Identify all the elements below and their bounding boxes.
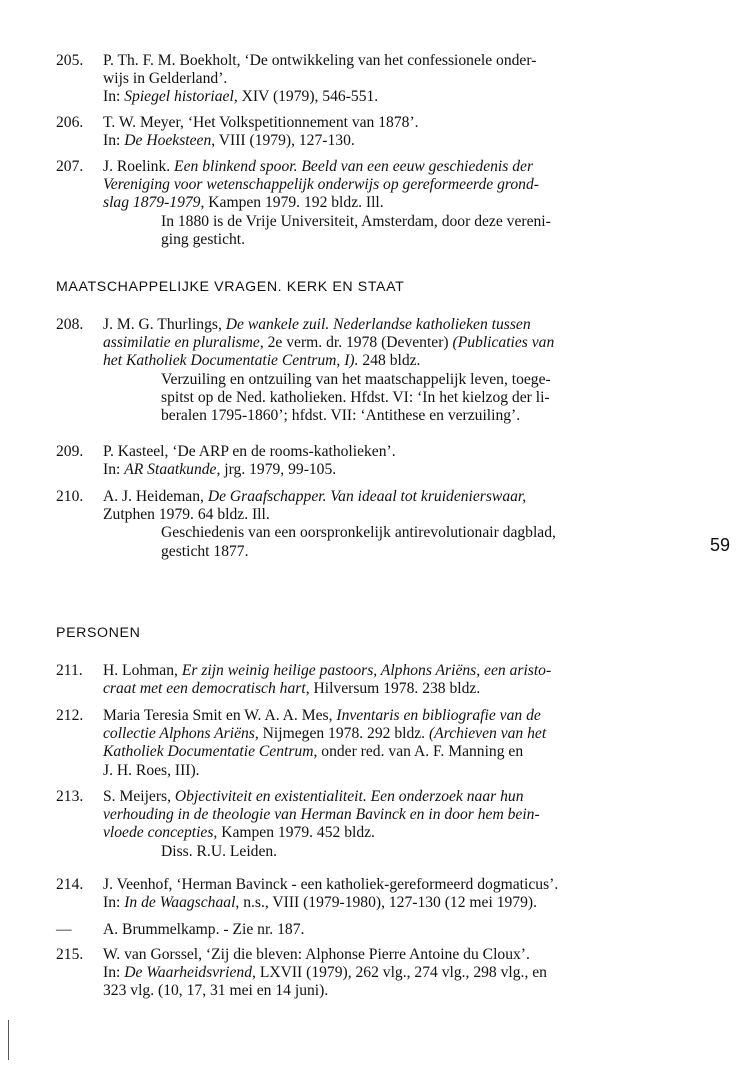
entry-207 xyxy=(56,158,656,249)
book-title: vloede concepties xyxy=(103,824,214,842)
author: A. J. Heideman, xyxy=(103,488,208,505)
source-line xyxy=(103,894,656,912)
entry-206 xyxy=(56,114,656,150)
citation-line xyxy=(103,680,656,698)
entry-number: 214. xyxy=(56,876,84,893)
page-count: 248 bldz. xyxy=(358,352,421,370)
volume-pages: , n.s., VIII (1979-1980), 127-130 (12 mei 1979). xyxy=(235,894,537,912)
author: J. Roelink. xyxy=(103,158,175,175)
citation-line: W. van Gorssel, ‘Zij die bleven: Alphonse Pierre Antoine du Cloux’. xyxy=(103,946,530,963)
entry-208 xyxy=(56,316,656,425)
cross-reference-line: A. Brummelkamp. - Zie nr. 187. xyxy=(103,921,305,938)
entry-211 xyxy=(56,662,656,698)
book-title: verhouding in de theologie van Herman Bavinck en in door hem bein- xyxy=(103,806,540,824)
series-title: Katholiek Documentatie Centrum xyxy=(103,743,314,761)
publication-info: , Kampen 1979. 452 bldz. xyxy=(213,824,375,842)
book-title: slag 1879-1979 xyxy=(103,194,201,212)
source-line xyxy=(103,88,656,106)
entry-209 xyxy=(56,443,656,479)
entry-number: 209. xyxy=(56,443,84,460)
annotation-line: Diss. R.U. Leiden. xyxy=(161,842,278,860)
in-label: In: xyxy=(103,894,125,912)
volume-pages: , VIII (1979), 127-130. xyxy=(211,132,355,150)
publication-info: , Nijmegen 1978. 292 bldz. xyxy=(254,725,429,743)
section-heading-personen: PERSONEN xyxy=(56,625,141,641)
citation-line: wijs in Gelderland’. xyxy=(103,70,228,88)
entry-205 xyxy=(56,52,656,107)
journal-title: AR Staatkunde xyxy=(124,461,217,479)
entry-cross-reference xyxy=(56,921,656,939)
entry-number: 208. xyxy=(56,316,84,333)
book-title: De wankele zuil. Nederlandse katholieken tussen xyxy=(225,316,531,333)
citation-line: Zutphen 1979. 64 bldz. Ill. xyxy=(103,506,270,524)
volume-pages: , LXVII (1979), 262 vlg., 274 vlg., 298 vlg., en xyxy=(252,964,547,982)
in-label: In: xyxy=(103,132,125,150)
citation-line xyxy=(103,806,656,824)
entry-number: 207. xyxy=(56,158,84,175)
in-label: In: xyxy=(103,964,125,982)
author: J. M. G. Thurlings, xyxy=(103,316,226,333)
citation-line: P. Kasteel, ‘De ARP en de rooms-katholieken’. xyxy=(103,443,396,460)
citation-line: J. H. Roes, III). xyxy=(103,761,200,779)
annotation xyxy=(161,843,656,861)
page-number: 59 xyxy=(710,535,731,555)
book-title: collectie Alphons Ariëns xyxy=(103,725,255,743)
journal-title: De Waarheidsvriend xyxy=(124,964,253,982)
citation-line xyxy=(103,194,656,212)
book-title: Er zijn weinig heilige pastoors, Alphons Ariëns, een aristo- xyxy=(181,662,552,679)
book-title: craat met een democratisch hart xyxy=(103,680,306,698)
citation-line: 323 vlg. (10, 17, 31 mei en 14 juni). xyxy=(103,982,329,1000)
entry-number: 215. xyxy=(56,946,84,963)
entry-number: 211. xyxy=(56,662,83,679)
citation-line: T. W. Meyer, ‘Het Volkspetitionnement van 1878’. xyxy=(103,114,419,131)
annotation-line: ging gesticht. xyxy=(161,230,246,248)
entry-number: 205. xyxy=(56,52,84,69)
author: Maria Teresia Smit en W. A. A. Mes, xyxy=(103,707,337,724)
entry-dash: — xyxy=(56,921,72,938)
book-title: De Graafschapper. Van ideaal tot kruidenierswaar, xyxy=(207,488,527,505)
citation-line xyxy=(103,725,656,743)
author: S. Meijers, xyxy=(103,788,175,805)
annotation-line: Geschiedenis van een oorspronkelijk antirevolutionair dagblad, xyxy=(161,524,556,542)
entry-number: 213. xyxy=(56,788,84,805)
volume-pages: , jrg. 1979, 99-105. xyxy=(216,461,337,479)
journal-title: De Hoeksteen xyxy=(124,132,212,150)
entry-213 xyxy=(56,788,656,861)
citation-line xyxy=(103,334,656,352)
author: H. Lohman, xyxy=(103,662,182,679)
annotation xyxy=(161,524,656,560)
citation-line xyxy=(103,707,656,725)
source-line xyxy=(103,461,656,479)
citation-line xyxy=(103,662,656,680)
citation-line: P. Th. F. M. Boekholt, ‘De ontwikkeling van het confessionele onder- xyxy=(103,52,537,69)
publication-info: , Hilversum 1978. 238 bldz. xyxy=(305,680,481,698)
citation-line xyxy=(103,158,656,176)
in-label: In: xyxy=(103,461,125,479)
series-title: (Publicaties van xyxy=(452,334,555,352)
entry-215 xyxy=(56,946,656,1001)
annotation-line: spitst op de Ned. katholieken. Hfdst. VI: ‘In het kielzog der li- xyxy=(161,388,550,406)
book-title: Een blinkend spoor. Beeld van een eeuw geschiedenis der xyxy=(174,158,534,175)
citation-line xyxy=(103,788,656,806)
scan-margin-line xyxy=(8,1020,9,1060)
entry-number: 212. xyxy=(56,707,84,724)
entry-214 xyxy=(56,876,656,912)
in-label: In: xyxy=(103,88,125,106)
citation-line: J. Veenhof, ‘Herman Bavinck - een katholiek-gereformeerd dogmaticus’. xyxy=(103,876,559,893)
citation-line xyxy=(103,316,656,334)
journal-title: Spiegel historiael xyxy=(124,88,234,106)
journal-title: In de Waagschaal xyxy=(124,894,236,912)
entry-212 xyxy=(56,707,656,780)
volume-pages: , XIV (1979), 546-551. xyxy=(233,88,379,106)
series-title: (Archieven van het xyxy=(428,725,547,743)
series-title: het Katholiek Documentatie Centrum, I). xyxy=(103,352,359,370)
citation-line xyxy=(103,352,656,370)
annotation-line: beralen 1795-1860’; hfdst. VII: ‘Antithese en verzuiling’. xyxy=(161,407,521,425)
annotation xyxy=(161,371,656,426)
book-title: assimilatie en pluralisme xyxy=(103,334,260,352)
section-heading-kerk-en-staat: MAATSCHAPPELIJKE VRAGEN. KERK EN STAAT xyxy=(56,279,405,295)
source-line xyxy=(103,132,656,150)
citation-line xyxy=(103,488,656,506)
source-line xyxy=(103,964,656,982)
edition-info: , 2e verm. dr. 1978 (Deventer) xyxy=(259,334,453,352)
book-title: Inventaris en bibliografie van de xyxy=(336,707,541,724)
editors: , onder red. van A. F. Manning en xyxy=(313,743,524,761)
entry-number: 206. xyxy=(56,114,84,131)
annotation-line: gesticht 1877. xyxy=(161,542,249,560)
citation-line xyxy=(103,176,656,194)
annotation-line: In 1880 is de Vrije Universiteit, Amsterdam, door deze vereni- xyxy=(161,212,551,230)
annotation-line: Verzuiling en ontzuiling van het maatschappelijk leven, toege- xyxy=(161,370,551,388)
book-title: Objectiviteit en existentialiteit. Een onderzoek naar hun xyxy=(174,788,524,805)
annotation xyxy=(161,213,656,249)
book-title: Vereniging voor wetenschappelijk onderwijs op gereformeerde grond- xyxy=(103,176,539,194)
citation-line xyxy=(103,743,656,761)
citation-line xyxy=(103,824,656,842)
entry-210 xyxy=(56,488,656,561)
entry-number: 210. xyxy=(56,488,84,505)
publication-info: , Kampen 1979. 192 bldz. Ill. xyxy=(200,194,384,212)
